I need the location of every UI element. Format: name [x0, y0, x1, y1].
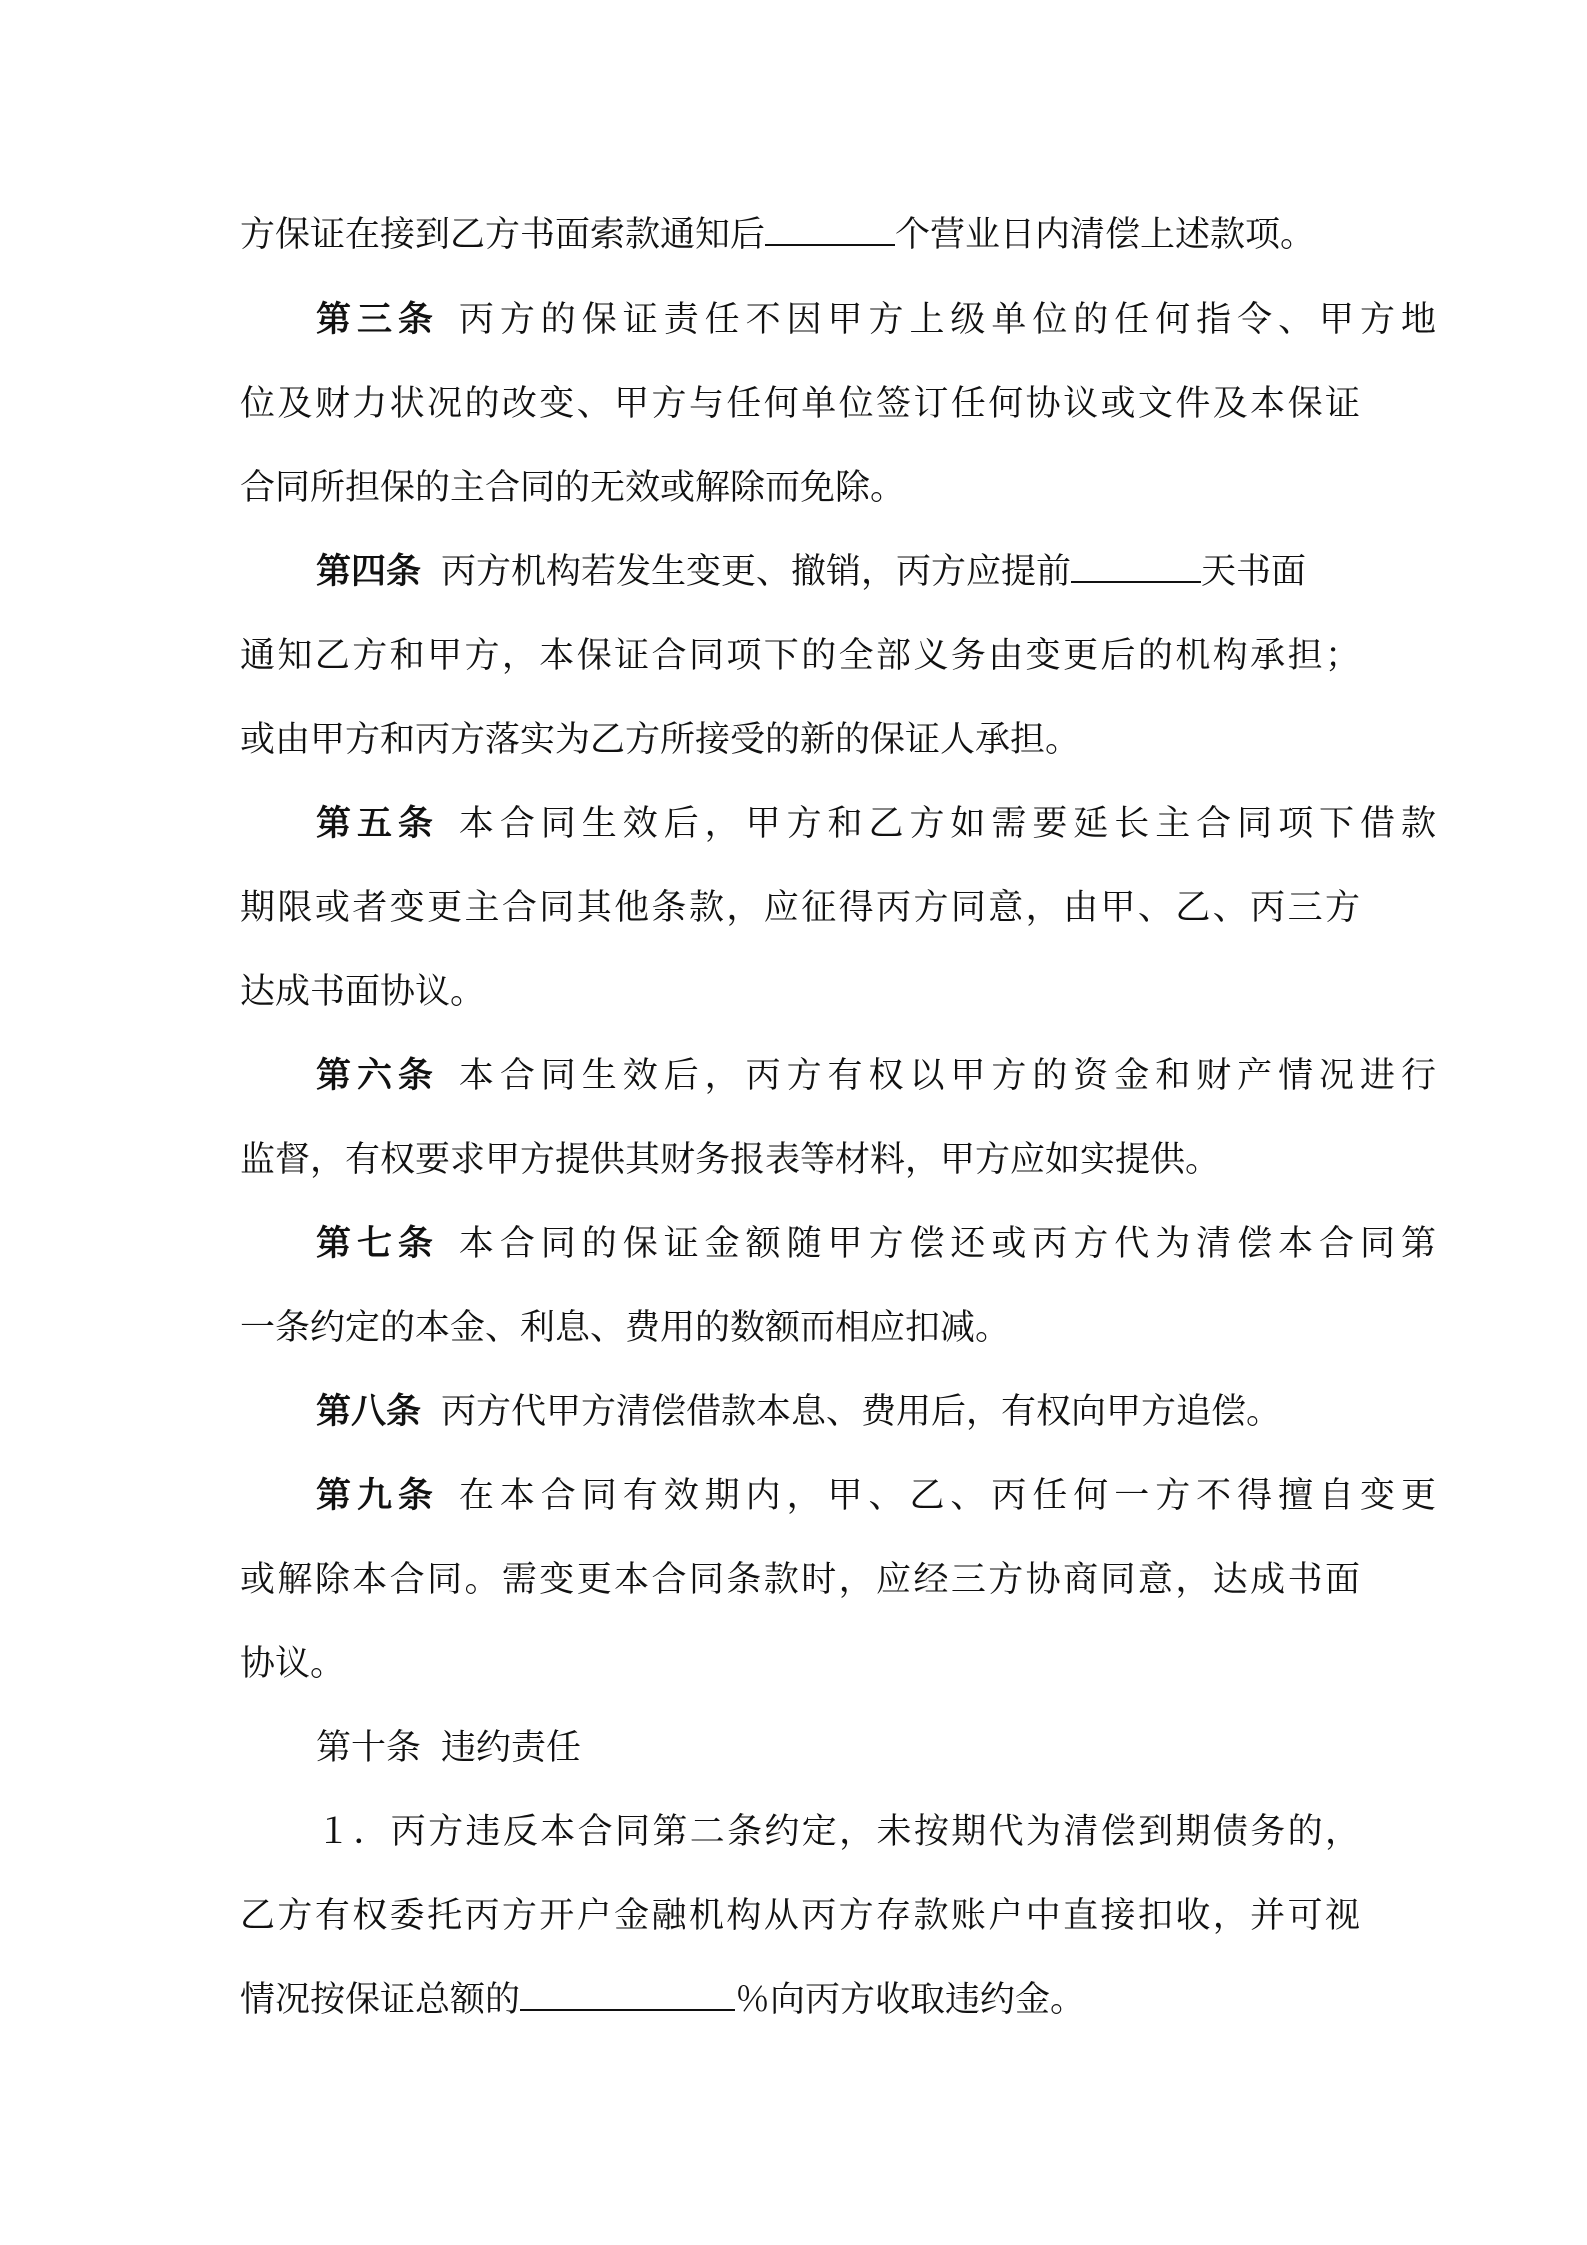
article-9-line-1	[316, 1466, 1436, 1526]
article-title: 第五条	[316, 803, 439, 844]
article-10-item-1-line-1	[316, 1802, 1360, 1862]
text-segment: 情况按保证总额的	[240, 1980, 521, 2020]
article-4-line-1	[316, 542, 1436, 602]
text-segment: 天书面	[1201, 552, 1307, 592]
section-heading: 违约责任	[441, 1728, 582, 1768]
blank-field	[1071, 551, 1201, 583]
article-7-line-1	[316, 1214, 1436, 1274]
text-segment: 乙方有权委托丙方开户金融机构从丙方存款账户中直接扣收，并可视	[240, 1896, 1360, 1936]
text-segment: 监督，有权要求甲方提供其财务报表等材料，甲方应如实提供。	[240, 1140, 1221, 1180]
article-4-line-3	[240, 710, 1360, 770]
article-5-line-3	[240, 962, 1360, 1022]
text-segment: 本合同生效后，丙方有权以甲方的资金和财产情况进行	[458, 1056, 1436, 1096]
article-10-item-1-line-3	[240, 1970, 1360, 2030]
article-4-line-2	[240, 626, 1360, 686]
text-segment: 丙方的保证责任不因甲方上级单位的任何指令、甲方地	[458, 300, 1436, 340]
text-segment: ％向丙方收取违约金。	[735, 1980, 1086, 2020]
text-segment: 本合同的保证金额随甲方偿还或丙方代为清偿本合同第	[458, 1224, 1436, 1264]
article-title: 第八条	[316, 1391, 422, 1432]
article-10-item-1-line-2	[240, 1886, 1360, 1946]
text-segment: 丙方违反本合同第二条约定，未按期代为清偿到期债务的，	[390, 1812, 1360, 1852]
article-title: 第六条	[316, 1055, 439, 1096]
text-segment: 合同所担保的主合同的无效或解除而免除。	[240, 468, 906, 508]
article-3-line-2	[240, 374, 1360, 434]
blank-field	[520, 1979, 735, 2011]
text-line	[240, 205, 1360, 265]
text-segment: 达成书面协议。	[240, 972, 486, 1012]
blank-field	[765, 214, 895, 246]
article-title: 第七条	[316, 1223, 439, 1264]
article-title: 第四条	[316, 551, 422, 592]
article-5-line-1	[316, 794, 1436, 854]
item-number: １．	[316, 1812, 391, 1852]
article-title: 第九条	[316, 1475, 439, 1516]
text-segment: 丙方机构若发生变更、撤销，丙方应提前	[441, 552, 1072, 592]
text-segment: 协议。	[240, 1644, 346, 1684]
text-segment: 方保证在接到乙方书面索款通知后	[240, 215, 766, 255]
article-9-line-2	[240, 1550, 1360, 1610]
text-segment: 或由甲方和丙方落实为乙方所接受的新的保证人承担。	[240, 720, 1081, 760]
text-segment: 本合同生效后，甲方和乙方如需要延长主合同项下借款	[458, 804, 1436, 844]
article-title: 第三条	[316, 299, 439, 340]
article-6-line-2	[240, 1130, 1360, 1190]
text-segment: 个营业日内清偿上述款项。	[895, 215, 1316, 255]
text-segment: 位及财力状况的改变、甲方与任何单位签订任何协议或文件及本保证	[240, 384, 1360, 424]
article-8-line-1	[316, 1382, 1436, 1442]
article-3-line-3	[240, 458, 1360, 518]
article-10-heading	[316, 1718, 1436, 1778]
text-segment: 通知乙方和甲方，本保证合同项下的全部义务由变更后的机构承担；	[240, 636, 1360, 676]
text-segment: 期限或者变更主合同其他条款，应征得丙方同意，由甲、乙、丙三方	[240, 888, 1360, 928]
article-5-line-2	[240, 878, 1360, 938]
text-segment: 一条约定的本金、利息、费用的数额而相应扣减。	[240, 1308, 1011, 1348]
article-9-line-3	[240, 1634, 1360, 1694]
article-3-line-1	[316, 290, 1436, 350]
article-title: 第十条	[316, 1728, 422, 1768]
text-segment: 在本合同有效期内，甲、乙、丙任何一方不得擅自变更	[458, 1476, 1436, 1516]
article-7-line-2	[240, 1298, 1360, 1358]
text-segment: 或解除本合同。需变更本合同条款时，应经三方协商同意，达成书面	[240, 1560, 1360, 1600]
text-segment: 丙方代甲方清偿借款本息、费用后，有权向甲方追偿。	[441, 1392, 1282, 1432]
article-6-line-1	[316, 1046, 1436, 1106]
